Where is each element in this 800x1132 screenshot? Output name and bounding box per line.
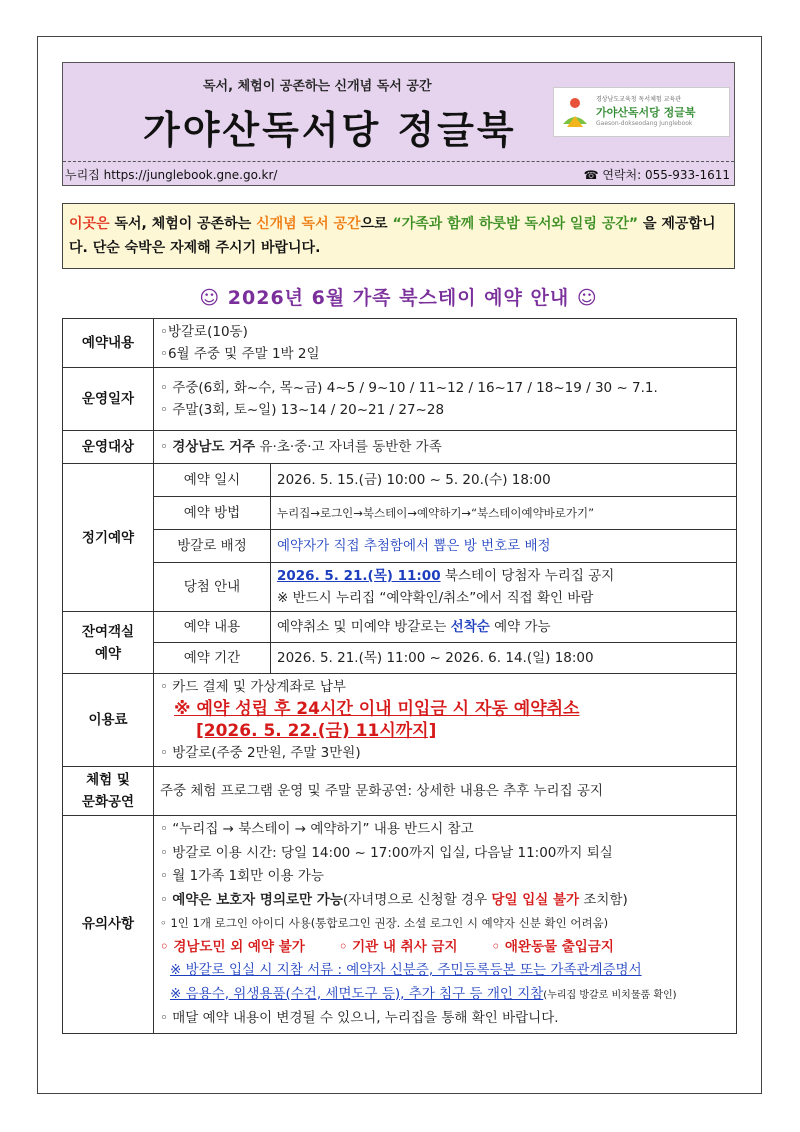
- content-line: ◦ 방갈로 이용 시간: 당일 14:00 ~ 17:00까지 입실, 다음날 11:00까지 퇴실: [160, 844, 613, 861]
- content-line: ◦ 주중(6회, 화~수, 목~금) 4~5 / 9~10 / 11~12 / 16~17 / 18~19 / 30 ~ 7.1.: [160, 380, 658, 396]
- content-part: ※ 음용수, 위생용품(수건, 세면도구 등), 추가 침구 등 개인 지참: [170, 985, 544, 1002]
- sub-label: 예약 일시: [154, 464, 271, 497]
- homepage-url[interactable]: 누리집 https://junglebook.gne.go.kr/: [65, 168, 278, 182]
- sub-value: 누리집→로그인→북스테이→예약하기→“북스테이예약바로가기”: [271, 497, 737, 530]
- content-part: (누리집 방갈로 비치물품 확인): [543, 989, 677, 1001]
- row-label: [63, 612, 154, 674]
- row-content: [154, 674, 737, 767]
- label-line: 예약: [94, 645, 122, 662]
- logo-line3: Gaeson-dokseodang Junglebook: [596, 120, 693, 127]
- content-line: ◦ 카드 결제 및 가상계좌로 납부: [160, 679, 346, 695]
- row-content: [154, 431, 737, 464]
- notice-part: 독서, 체험이 공존하는: [114, 216, 257, 232]
- content-part: 당일 입실 불가: [491, 891, 580, 908]
- label-line: 문화공연: [81, 794, 135, 810]
- row-label: 유의사항: [63, 816, 154, 1034]
- row-label: 예약내용: [63, 319, 154, 368]
- content-line: ◦ “누리집 → 북스테이 → 예약하기” 내용 반드시 참고: [160, 821, 474, 837]
- content-part: 선착순: [450, 619, 490, 635]
- header-subtitle: 독서, 체험이 공존하는 신개념 독서 공간: [203, 79, 432, 94]
- header-banner: [62, 62, 735, 186]
- row-content: [154, 368, 737, 431]
- notice-part: 을 제공합니다. 단순 숙박은 자제해 주시기 바랍니다.: [69, 216, 716, 256]
- content-line: ◦ 월 1가족 1회만 이용 가능: [160, 868, 324, 884]
- table-row: [63, 563, 737, 612]
- label-line: 체험 및: [86, 772, 130, 788]
- notice-part: “가족과 함께 하룻밤 독서와 일링 공간”: [392, 216, 639, 232]
- sub-label: 예약 기간: [154, 643, 271, 674]
- content-line: ◦방갈로(10동): [160, 324, 248, 340]
- table-row: [63, 643, 737, 674]
- row-label: 운영일자: [63, 368, 154, 431]
- sub-label: 예약 방법: [154, 497, 271, 530]
- content-part: ◦ 애완동물 출입금지: [491, 938, 614, 955]
- table-row: [63, 497, 737, 530]
- logo-line1: 경상남도교육청 독서체험 교육관: [596, 96, 681, 103]
- payment-warning: ※ 예약 성립 후 24시간 이내 미입금 시 자동 예약취소: [174, 699, 580, 719]
- label-line: 잔여객실: [81, 623, 135, 640]
- content-part: ◦ 기관 내 취사 금지: [338, 938, 458, 955]
- reservation-info-table: [62, 318, 737, 1034]
- content-line: ◦ 1인 1개 로그인 아이디 사용(통합로그인 권장. 소셜 로그인 시 예약자 신분 확인 어려움): [160, 916, 609, 930]
- table-row: [63, 464, 737, 497]
- payment-deadline: [2026. 5. 22.(금) 11시까지]: [196, 721, 437, 741]
- content-line: ◦ 주말(3회, 토~일) 13~14 / 20~21 / 27~28: [160, 402, 445, 418]
- sub-value: 2026. 5. 21.(목) 11:00 ~ 2026. 6. 14.(일) 18:00: [271, 643, 737, 674]
- table-row: [63, 530, 737, 563]
- header-divider: [63, 161, 734, 162]
- logo-emblem-icon: [560, 94, 590, 130]
- section-heading: ☺ 2026년 6월 가족 북스테이 예약 안내 ☺: [199, 287, 598, 309]
- content-part: 경상남도 거주: [172, 439, 256, 455]
- row-content: 주중 체험 프로그램 운영 및 주말 문화공연: 상세한 내용은 추후 누리집 공지: [154, 767, 737, 816]
- content-line: ※ 방갈로 입실 시 지참 서류 : 예약자 신분증, 주민등록등본 또는 가족관계증명서: [170, 962, 642, 978]
- sub-label: 당첨 안내: [154, 563, 271, 612]
- junglebook-logo: [553, 87, 730, 137]
- content-line: ◦ 방갈로(주중 2만원, 주말 3만원): [160, 745, 361, 761]
- table-row: [63, 767, 737, 816]
- table-row: [63, 319, 737, 368]
- content-line: ◦6월 주중 및 주말 1박 2일: [160, 346, 320, 362]
- notice-part: 이곳은: [69, 216, 115, 232]
- sub-value: 예약자가 직접 추첨함에서 뽑은 방 번호로 배정: [271, 530, 737, 563]
- table-row: [63, 368, 737, 431]
- content-part: ◦ 경남도민 외 예약 불가: [160, 938, 305, 955]
- row-label: 운영대상: [63, 431, 154, 464]
- content-part: 조치함): [579, 891, 628, 908]
- sub-value: [271, 563, 737, 612]
- table-row: [63, 674, 737, 767]
- content-part: 예약취소 및 미예약 방갈로는: [277, 619, 451, 635]
- content-part: 예약 가능: [489, 619, 551, 635]
- content-part: (자녀명으로 신청할 경우: [342, 891, 492, 908]
- content-part: 유·초·중·고 자녀를 동반한 가족: [255, 439, 442, 455]
- table-row: [63, 612, 737, 643]
- table-row: [63, 431, 737, 464]
- sub-label: 예약 내용: [154, 612, 271, 643]
- table-row: [63, 816, 737, 1034]
- row-label: 정기예약: [63, 464, 154, 612]
- contact-number: ☎ 연락처: 055-933-1611: [583, 168, 730, 182]
- notice-part: 으로: [360, 216, 393, 232]
- content-line: ※ 반드시 누리집 “예약확인/취소”에서 직접 확인 바람: [277, 590, 594, 606]
- content-part: ◦: [160, 891, 173, 908]
- sub-value: 2026. 5. 15.(금) 10:00 ~ 5. 20.(수) 18:00: [271, 464, 737, 497]
- row-content: [154, 319, 737, 368]
- row-label: 이용료: [63, 674, 154, 767]
- content-part: 예약은 보호자 명의로만 가능: [172, 891, 343, 908]
- content-part: ◦: [160, 439, 173, 455]
- logo-line2: 가야산독서당 정글북: [596, 106, 696, 119]
- notice-part: 신개념 독서 공간: [256, 216, 361, 232]
- notice-box: [62, 203, 735, 269]
- row-label: [63, 767, 154, 816]
- content-line: ◦ 매달 예약 내용이 변경될 수 있으니, 누리집을 통해 확인 바랍니다.: [160, 1010, 559, 1026]
- announce-date: 2026. 5. 21.(목) 11:00: [277, 568, 441, 584]
- row-content: [154, 816, 737, 1034]
- sub-label: 방갈로 배정: [154, 530, 271, 563]
- header-title: 가야산독서당 정글북: [143, 108, 517, 152]
- sub-value: [271, 612, 737, 643]
- content-part: 북스테이 당첨자 누리집 공지: [440, 568, 615, 584]
